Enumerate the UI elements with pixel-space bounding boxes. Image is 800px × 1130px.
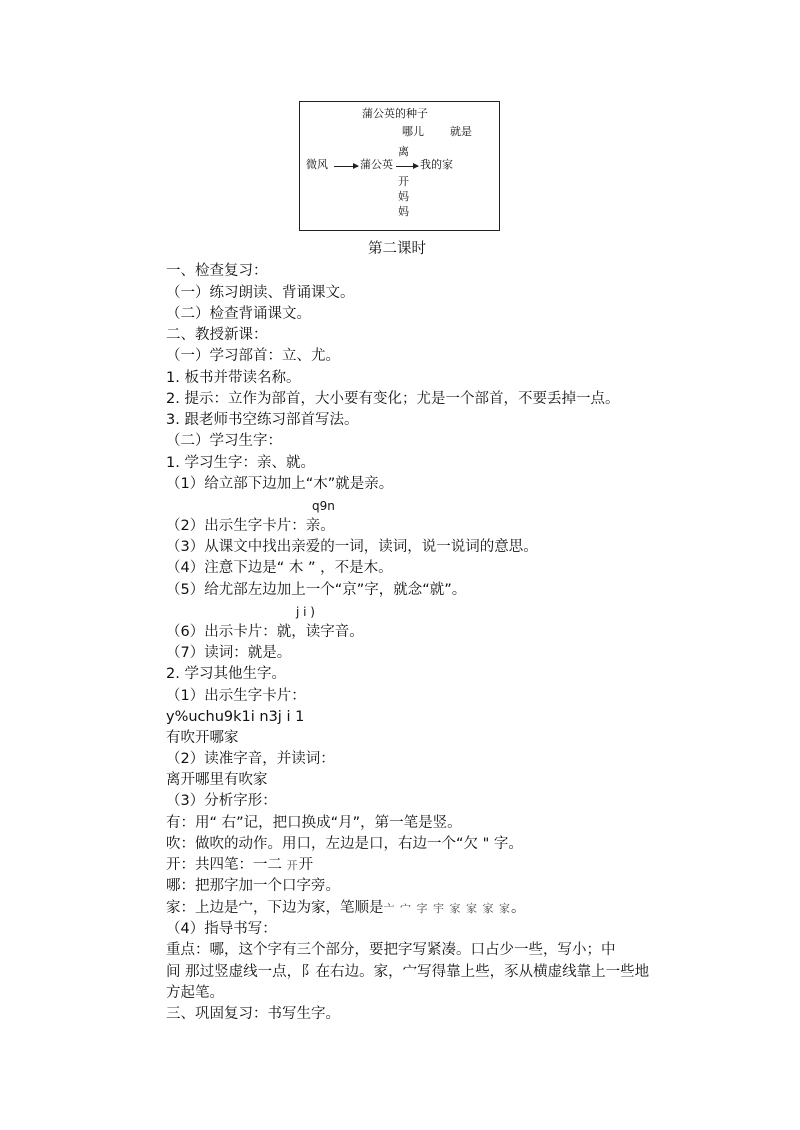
text-line — [166, 899, 525, 918]
text-line: 2. 学习其他生字。 — [166, 666, 286, 682]
text-line: 有：用“ 右”记，把口换成“月”，第一笔是竖。 — [166, 815, 462, 831]
text-segment: 开：共四笔：一二 — [166, 857, 287, 873]
section-title: 第二课时 — [368, 241, 426, 257]
text-line: 1. 学习生字：亲、就。 — [166, 455, 315, 471]
diagram-stack-4: 妈 — [398, 205, 409, 218]
heading-review: 一、检查复习： — [166, 263, 268, 279]
stroke-order-sequence: 亠 宀 字 宇 家 家 家 家 — [383, 902, 511, 915]
text-structure-diagram — [299, 101, 500, 231]
heading-consolidate: 三、巩固复习：书写生字。 — [166, 1006, 340, 1022]
diagram-where-label: 哪儿 — [402, 125, 424, 138]
pinyin-annotation: j i ) — [296, 605, 315, 619]
text-line: 方起笔。 — [166, 985, 224, 1001]
diagram-arrow-1 — [334, 166, 358, 167]
text-line: 哪：把那字加一个口字旁。 — [166, 878, 340, 894]
diagram-stack-2: 开 — [398, 175, 409, 188]
text-line: （3）分析字形： — [166, 793, 277, 809]
text-line: 3. 跟老师书空练习部首写法。 — [166, 412, 359, 428]
diagram-is-label: 就是 — [450, 125, 472, 138]
diagram-dandelion: 蒲公英 — [360, 158, 393, 171]
diagram-arrow-2 — [396, 166, 418, 167]
text-line: （2）读准字音，并读词： — [166, 751, 335, 767]
text-segment: 开 — [298, 857, 314, 873]
text-line: （二）检查背诵课文。 — [166, 306, 311, 322]
text-line: （二）学习生字： — [166, 433, 282, 449]
text-line: （1）出示生字卡片： — [166, 688, 306, 704]
stroke-order-glyph: 开 — [286, 859, 299, 872]
text-line: （3）从课文中找出亲爱的一词，读词，说一说词的意思。 — [166, 539, 538, 555]
text-line: 重点：哪，这个字有三个部分，要把字写紧凑。口占少一些，写小；中 — [166, 942, 616, 958]
heading-new-lesson: 二、教授新课： — [166, 327, 268, 343]
text-line: （5）给尤部左边加上一个“京”字，就念“就”。 — [166, 582, 467, 598]
pinyin-row: y%uchu9k1i n3j i 1 — [166, 709, 305, 725]
text-line: （6）出示卡片：就，读字音。 — [166, 624, 364, 640]
text-line: （4）指导书写： — [166, 921, 277, 937]
pinyin-annotation: q9n — [312, 499, 335, 513]
text-line: （7）读词：就是。 — [166, 645, 292, 661]
text-line: 有吹开哪家 — [166, 730, 239, 746]
text-line: 1. 板书并带读名称。 — [166, 370, 301, 386]
text-line: （4）注意下边是“ 木 ” ，不是木。 — [166, 560, 393, 576]
text-segment: 。 — [510, 900, 526, 916]
text-segment: 家：上边是宀，下边为家，笔顺是 — [166, 900, 384, 916]
text-line: （一）学习部首：立、尤。 — [166, 348, 340, 364]
diagram-stack-3: 妈 — [398, 190, 409, 203]
diagram-stack-1: 离 — [398, 145, 409, 158]
text-line: 间 那过竖虚线一点，阝在右边。家，宀写得靠上些，豕从横虚线靠上一些地 — [166, 964, 650, 980]
text-line: 2. 提示：立作为部首，大小要有变化；尤是一个部首，不要丢掉一点。 — [166, 391, 620, 407]
diagram-wind: 微风 — [306, 158, 328, 171]
diagram-my-home: 我的家 — [420, 158, 453, 171]
text-line — [166, 856, 313, 875]
text-line: 吹：做吹的动作。用口，左边是口，右边一个“欠 " 字。 — [166, 836, 523, 852]
text-line: （1）给立部下边加上“木”就是亲。 — [166, 476, 394, 492]
diagram-title: 蒲公英的种子 — [362, 107, 428, 120]
text-line: （2）出示生字卡片：亲。 — [166, 518, 335, 534]
text-line: 离开哪里有吹家 — [166, 772, 268, 788]
text-line: （一）练习朗读、背诵课文。 — [166, 285, 355, 301]
